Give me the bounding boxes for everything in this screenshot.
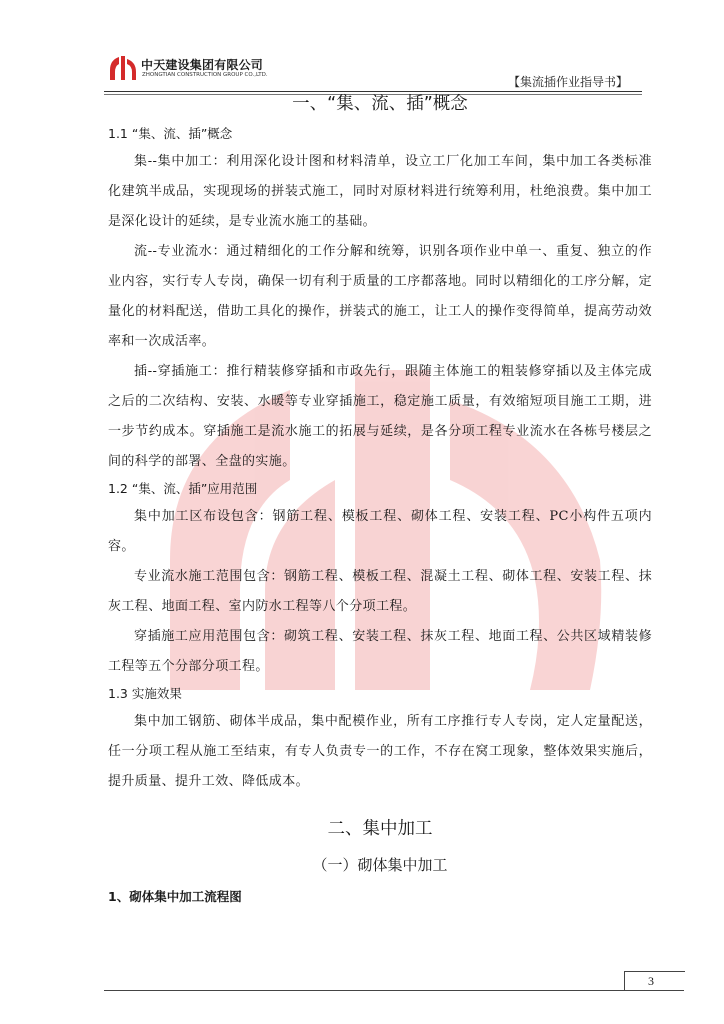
s1-1-paragraph: 集--集中加工：利用深化设计图和材料清单，设立工厂化加工车间，集中加工各类标准化建筑半成品，实现现场的拼装式施工，同时对原材料进行统筹利用，杜绝浪费。集中加工是深化设计的延续，是专业流水施工的基础。 [108,154,652,229]
s1-2-paragraph: 集中加工区布设包含：钢筋工程、模板工程、砌体工程、安装工程、PC小构件五项内容。 [108,509,652,554]
s1-2-paragraph: 穿插施工应用范围包含：砌筑工程、安装工程、抹灰工程、地面工程、公共区域精装修工程等五个分部分项工程。 [108,629,652,674]
s1-1-paragraph: 流--专业流水：通过精细化的工作分解和统筹，识别各项作业中单一、重复、独立的作业内容，实行专人专岗，确保一切有利于质量的工序都落地。同时以精细化的工序分解，定量化的材料配送，借助工具化的操作，拼装式的施工，让工人的操作变得简单，提高劳动效率和一次成活率。 [108,244,652,349]
s1-1-paragraph: 插--穿插施工：推行精装修穿插和市政先行，跟随主体施工的粗装修穿插以及主体完成之后的二次结构、安装、水暖等专业穿插施工，稳定施工质量，有效缩短项目施工工期，进一步节约成本。穿插施工是流水施工的拓展与延续，是各分项工程专业流水在各栋号楼层之间的科学的部署、全盘的实施。 [108,364,652,469]
company-name-en: ZHONGTIAN CONSTRUCTION GROUP CO.,LTD. [142,72,268,78]
page-number-box [624,971,685,991]
s1-2-heading: 1.2 “集、流、插”应用范围 [108,481,258,496]
footer-rule [104,990,684,991]
page-number: 3 [648,974,654,988]
s1-2-paragraph: 专业流水施工范围包含：钢筋工程、模板工程、混凝土工程、砌体工程、安装工程、抹灰工程、地面工程、室内防水工程等八个分项工程。 [108,569,652,614]
company-logo-icon [108,54,138,82]
document-tag: 【集流插作业指导书】 [508,75,629,89]
page-header [0,0,724,96]
s1-1-heading: 1.1 “集、流、插”概念 [108,126,233,141]
s1-3-heading: 1.3 实施效果 [108,686,182,701]
section2-subtitle: （一）砌体集中加工 [312,856,448,874]
s1-3-paragraph: 集中加工钢筋、砌体半成品，集中配模作业，所有工序推行专人专岗，定人定量配送，任一分项工程从施工至结束，有专人负责专一的工作，不存在窝工现象，整体效果实施后，提升质量、提升工效、降低成本。 [108,714,652,789]
company-name-cn: 中天建设集团有限公司 [141,58,264,72]
section1-title: 一、“集、流、插”概念 [292,94,468,114]
section2-item-heading: 1、砌体集中加工流程图 [108,889,242,904]
section2-title: 二、集中加工 [327,819,433,839]
page-content [108,92,652,907]
